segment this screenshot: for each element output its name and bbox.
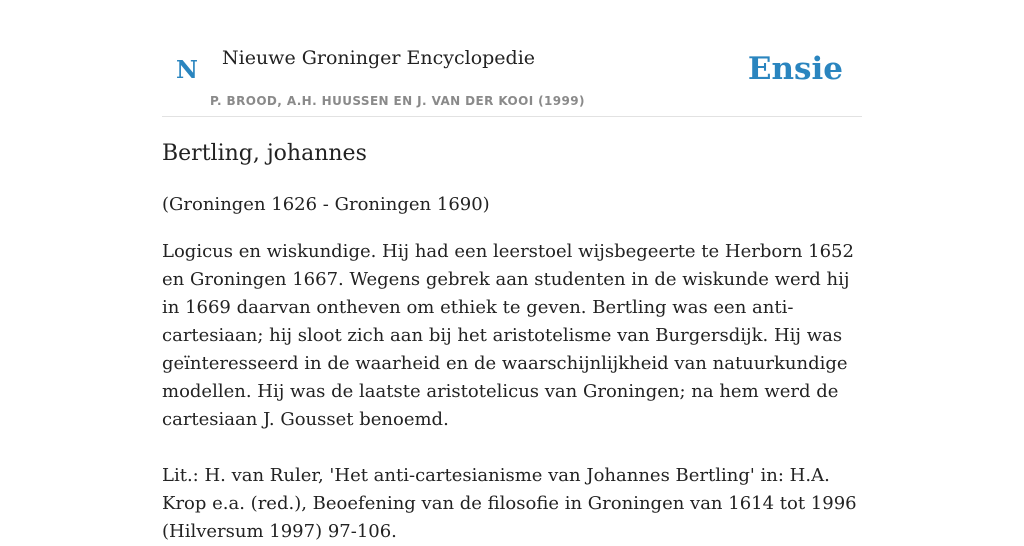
book-header bbox=[162, 0, 862, 117]
book-logo-icon[interactable]: N bbox=[176, 55, 198, 84]
book-authors: P. BROOD, A.H. HUUSSEN EN J. VAN DER KOOI (1999) bbox=[210, 94, 585, 108]
entry-dates: (Groningen 1626 - Groningen 1690) bbox=[162, 194, 490, 215]
entry-title: Bertling, johannes bbox=[162, 141, 367, 166]
book-title[interactable]: Nieuwe Groninger Encyclopedie bbox=[222, 47, 536, 69]
entry-body: Logicus en wiskundige. Hij had een leerstoel wijsbegeerte te Herborn 1652 en Groningen 1667. Wegens gebrek aan studenten in de wiskunde werd hij in 1669 daarvan ontheven om ethiek te geven. Bertling was een anti-cartesiaan; hij sloot zich aan bij het aristotelisme van Burgersdijk. Hij was geïnteresseerd in de waarheid en de waarschijnlijkheid van natuurkundige modellen. Hij was de laatste aristotelicus van Groningen; na hem werd de cartesiaan J. Gousset benoemd. Lit.: H. van Ruler, 'Het anti-cartesianisme van Johannes Bertling' in: H.A. Krop e.a. (red.), Beoefening van de filosofie in Groningen van 1614 tot 1996 (Hilversum 1997) 97-106. bbox=[162, 241, 857, 542]
entry-content bbox=[162, 137, 862, 546]
ensie-logo[interactable]: Ensie bbox=[747, 51, 843, 87]
